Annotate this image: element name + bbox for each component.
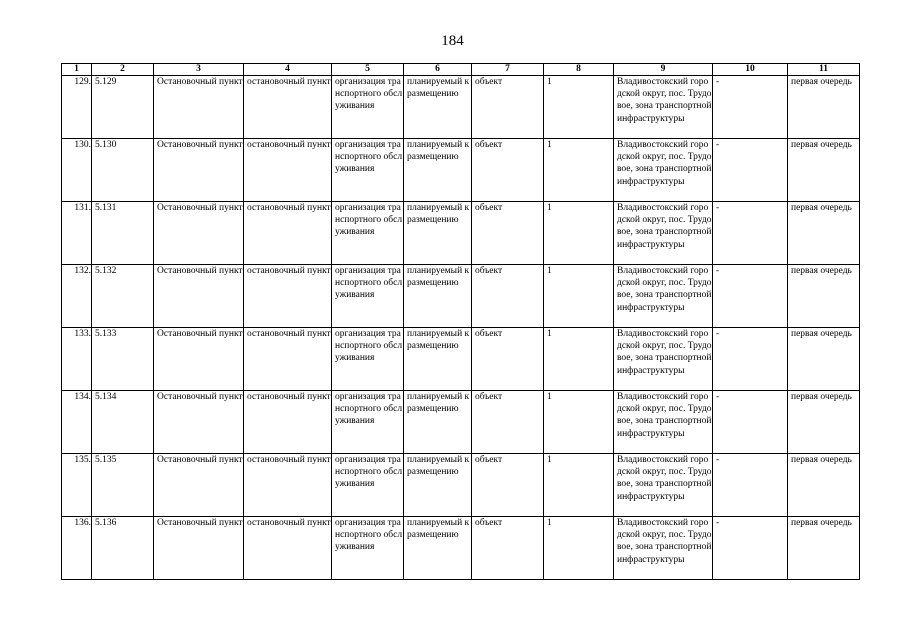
object-kind-cell: остановочный пункт — [244, 76, 332, 139]
object-zone-cell: - — [713, 454, 788, 517]
object-code-cell: 5.131 — [92, 202, 154, 265]
object-stage-cell: первая очередь — [788, 454, 860, 517]
object-code-cell: 5.129 — [92, 76, 154, 139]
table-row — [62, 517, 860, 580]
column-header: 2 — [92, 64, 154, 76]
object-name-cell: Остановочный пункт — [154, 454, 244, 517]
row-number-cell: 134. — [62, 391, 92, 454]
object-name-cell: Остановочный пункт — [154, 328, 244, 391]
object-quantity-cell: 1 — [544, 328, 614, 391]
object-type-cell: объект — [472, 328, 544, 391]
object-purpose-cell: организация транспортного обслуживания — [332, 265, 404, 328]
object-stage-cell: первая очередь — [788, 202, 860, 265]
object-status-cell: планируемый к размещению — [404, 202, 472, 265]
column-header: 5 — [332, 64, 404, 76]
object-location-cell: Владивостокский городской округ, пос. Трудовое, зона транспортной инфраструктуры — [614, 76, 713, 139]
object-kind-cell: остановочный пункт — [244, 454, 332, 517]
object-quantity-cell: 1 — [544, 265, 614, 328]
object-zone-cell: - — [713, 265, 788, 328]
row-number-cell: 135. — [62, 454, 92, 517]
object-code-cell: 5.133 — [92, 328, 154, 391]
object-kind-cell: остановочный пункт — [244, 265, 332, 328]
object-location-cell: Владивостокский городской округ, пос. Трудовое, зона транспортной инфраструктуры — [614, 265, 713, 328]
object-name-cell: Остановочный пункт — [154, 391, 244, 454]
object-code-cell: 5.134 — [92, 391, 154, 454]
table-row — [62, 139, 860, 202]
table-body — [62, 76, 860, 580]
table-row — [62, 454, 860, 517]
object-code-cell: 5.132 — [92, 265, 154, 328]
object-kind-cell: остановочный пункт — [244, 328, 332, 391]
object-status-cell: планируемый к размещению — [404, 328, 472, 391]
object-type-cell: объект — [472, 265, 544, 328]
row-number-cell: 133. — [62, 328, 92, 391]
object-zone-cell: - — [713, 139, 788, 202]
object-purpose-cell: организация транспортного обслуживания — [332, 76, 404, 139]
objects-table — [61, 63, 860, 580]
column-header: 7 — [472, 64, 544, 76]
object-stage-cell: первая очередь — [788, 391, 860, 454]
object-kind-cell: остановочный пункт — [244, 139, 332, 202]
object-kind-cell: остановочный пункт — [244, 391, 332, 454]
object-code-cell: 5.130 — [92, 139, 154, 202]
object-location-cell: Владивостокский городской округ, пос. Трудовое, зона транспортной инфраструктуры — [614, 328, 713, 391]
object-zone-cell: - — [713, 328, 788, 391]
table-row — [62, 76, 860, 139]
object-purpose-cell: организация транспортного обслуживания — [332, 139, 404, 202]
column-header: 3 — [154, 64, 244, 76]
table-row — [62, 202, 860, 265]
object-type-cell: объект — [472, 202, 544, 265]
row-number-cell: 130. — [62, 139, 92, 202]
object-location-cell: Владивостокский городской округ, пос. Трудовое, зона транспортной инфраструктуры — [614, 454, 713, 517]
object-location-cell: Владивостокский городской округ, пос. Трудовое, зона транспортной инфраструктуры — [614, 202, 713, 265]
object-stage-cell: первая очередь — [788, 265, 860, 328]
object-type-cell: объект — [472, 517, 544, 580]
column-header: 11 — [788, 64, 860, 76]
object-status-cell: планируемый к размещению — [404, 454, 472, 517]
object-purpose-cell: организация транспортного обслуживания — [332, 202, 404, 265]
object-location-cell: Владивостокский городской округ, пос. Трудовое, зона транспортной инфраструктуры — [614, 517, 713, 580]
object-stage-cell: первая очередь — [788, 139, 860, 202]
column-header: 4 — [244, 64, 332, 76]
object-kind-cell: остановочный пункт — [244, 517, 332, 580]
row-number-cell: 131. — [62, 202, 92, 265]
object-stage-cell: первая очередь — [788, 328, 860, 391]
page-number: 184 — [441, 33, 464, 49]
column-header: 6 — [404, 64, 472, 76]
object-name-cell: Остановочный пункт — [154, 76, 244, 139]
object-type-cell: объект — [472, 454, 544, 517]
table-row — [62, 328, 860, 391]
object-type-cell: объект — [472, 139, 544, 202]
object-status-cell: планируемый к размещению — [404, 391, 472, 454]
column-header: 8 — [544, 64, 614, 76]
table-row — [62, 391, 860, 454]
column-header: 1 — [62, 64, 92, 76]
object-purpose-cell: организация транспортного обслуживания — [332, 517, 404, 580]
object-purpose-cell: организация транспортного обслуживания — [332, 328, 404, 391]
object-name-cell: Остановочный пункт — [154, 517, 244, 580]
column-header: 9 — [614, 64, 713, 76]
object-status-cell: планируемый к размещению — [404, 139, 472, 202]
object-quantity-cell: 1 — [544, 76, 614, 139]
object-type-cell: объект — [472, 76, 544, 139]
object-stage-cell: первая очередь — [788, 517, 860, 580]
object-code-cell: 5.136 — [92, 517, 154, 580]
table-row — [62, 265, 860, 328]
object-name-cell: Остановочный пункт — [154, 202, 244, 265]
object-location-cell: Владивостокский городской округ, пос. Трудовое, зона транспортной инфраструктуры — [614, 391, 713, 454]
object-purpose-cell: организация транспортного обслуживания — [332, 454, 404, 517]
object-location-cell: Владивостокский городской округ, пос. Трудовое, зона транспортной инфраструктуры — [614, 139, 713, 202]
object-code-cell: 5.135 — [92, 454, 154, 517]
object-quantity-cell: 1 — [544, 454, 614, 517]
row-number-cell: 132. — [62, 265, 92, 328]
object-quantity-cell: 1 — [544, 202, 614, 265]
object-type-cell: объект — [472, 391, 544, 454]
object-status-cell: планируемый к размещению — [404, 76, 472, 139]
object-zone-cell: - — [713, 391, 788, 454]
object-kind-cell: остановочный пункт — [244, 202, 332, 265]
object-zone-cell: - — [713, 76, 788, 139]
object-name-cell: Остановочный пункт — [154, 265, 244, 328]
object-status-cell: планируемый к размещению — [404, 265, 472, 328]
object-quantity-cell: 1 — [544, 139, 614, 202]
object-stage-cell: первая очередь — [788, 76, 860, 139]
row-number-cell: 136. — [62, 517, 92, 580]
header-row — [62, 64, 860, 76]
object-zone-cell: - — [713, 202, 788, 265]
object-zone-cell: - — [713, 517, 788, 580]
object-quantity-cell: 1 — [544, 391, 614, 454]
object-name-cell: Остановочный пункт — [154, 139, 244, 202]
column-header: 10 — [713, 64, 788, 76]
object-status-cell: планируемый к размещению — [404, 517, 472, 580]
row-number-cell: 129. — [62, 76, 92, 139]
object-quantity-cell: 1 — [544, 517, 614, 580]
object-purpose-cell: организация транспортного обслуживания — [332, 391, 404, 454]
